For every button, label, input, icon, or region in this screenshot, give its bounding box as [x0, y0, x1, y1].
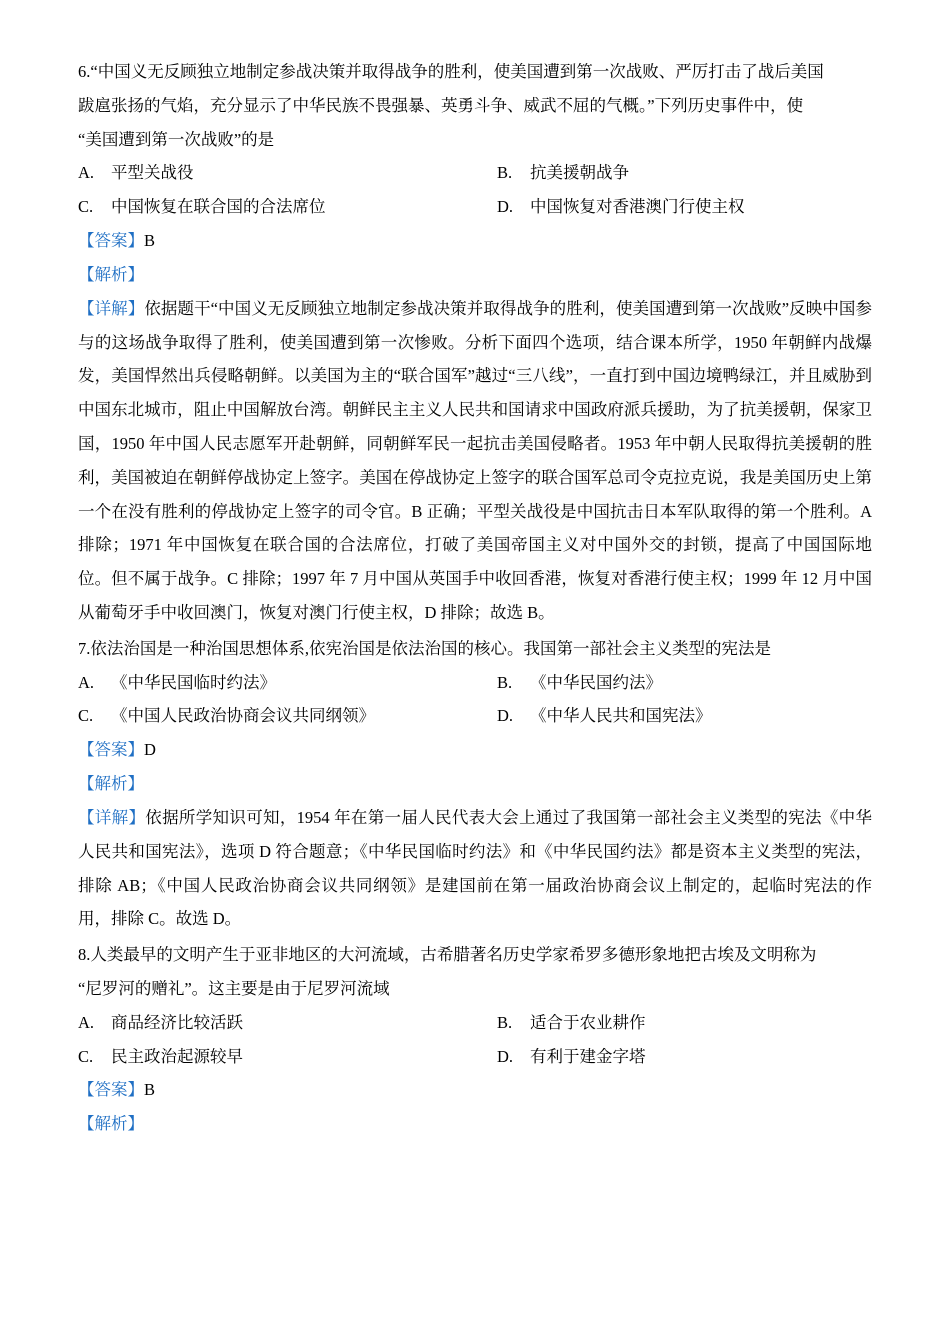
question-stem-line-1: 人类最早的文明产生于亚非地区的大河流域，古希腊著名历史学家希罗多德形象地把古埃及文明称为 — [90, 945, 817, 965]
answer-value: B — [144, 231, 156, 251]
question-block-7 — [78, 632, 872, 936]
option-b-text: 《中华民国约法》 — [530, 672, 662, 692]
option-c-label: C. — [78, 197, 94, 217]
option-b[interactable] — [475, 1006, 872, 1040]
question-stem — [78, 632, 872, 666]
option-a-text: 平型关战役 — [111, 163, 194, 183]
question-number: 8. — [78, 945, 91, 965]
analysis-line — [78, 767, 872, 801]
option-b[interactable] — [475, 666, 872, 700]
analysis-tag: 【解析】 — [78, 264, 144, 284]
question-block-6 — [78, 55, 872, 630]
option-c-text: 民主政治起源较早 — [111, 1046, 243, 1066]
question-stem-line-2-row — [78, 972, 872, 1006]
answer-line — [78, 733, 872, 767]
question-stem — [78, 938, 872, 972]
answer-value: D — [144, 740, 156, 760]
question-stem-line-3: “美国遭到第一次战败”的是 — [78, 129, 275, 149]
option-row — [78, 156, 872, 190]
option-c-text: 中国恢复在联合国的合法席位 — [111, 197, 326, 217]
question-block-8 — [78, 938, 872, 1141]
option-b-label: B. — [497, 163, 513, 183]
option-b[interactable] — [475, 156, 872, 190]
answer-value: B — [144, 1080, 156, 1100]
option-d[interactable] — [475, 699, 872, 733]
option-d[interactable] — [475, 190, 872, 224]
option-d-text: 中国恢复对香港澳门行使主权 — [530, 197, 745, 217]
detail-tag: 【详解】 — [78, 807, 146, 827]
option-c-label: C. — [78, 706, 94, 726]
option-c-text: 《中国人民政治协商会议共同纲领》 — [111, 706, 375, 726]
question-stem-line-2: “尼罗河的赠礼”。这主要是由于尼罗河流域 — [78, 978, 390, 998]
option-row — [78, 1040, 872, 1074]
question-stem-line-1: “中国义无反顾独立地制定参战决策并取得战争的胜利，使美国遭到第一次战败、严厉打击了战后美国 — [90, 62, 824, 81]
question-stem — [78, 55, 872, 89]
question-stem-line-2: 跋扈张扬的气焰，充分显示了中华民族不畏强暴、英勇斗争、威武不屈的气概。”下列历史事件中，使 — [78, 95, 804, 115]
option-row — [78, 190, 872, 224]
option-c[interactable] — [78, 699, 475, 733]
question-number: 6. — [78, 62, 91, 81]
option-d-text: 有利于建金字塔 — [530, 1046, 646, 1066]
answer-line — [78, 1073, 872, 1107]
option-a-text: 商品经济比较活跃 — [111, 1012, 243, 1032]
option-d-label: D. — [497, 706, 514, 726]
answer-tag: 【答案】 — [78, 740, 144, 760]
option-b-label: B. — [497, 1012, 513, 1032]
detail-text: 依据所学知识可知，1954 年在第一届人民代表大会上通过了我国第一部社会主义类型的宪法《中华人民共和国宪法》，选项 D 符合题意；《中华民国临时约法》和《中华民国约法》都是资本主义类型的宪法，排除 AB；《中国人民政治协商会议共同纲领》是建国前在第一届政治协商会议上制定的，起临时宪法的作用，排除 C。故选 D。 — [78, 807, 873, 929]
option-b-text: 适合于农业耕作 — [530, 1012, 646, 1032]
question-number: 7. — [78, 638, 91, 658]
detail-paragraph — [78, 801, 872, 936]
option-d-label: D. — [497, 197, 514, 217]
detail-text: 依据题干“中国义无反顾独立地制定参战决策并取得战争的胜利，使美国遭到第一次战败”反映中国参与的这场战争取得了胜利，使美国遭到第一次惨败。分析下面四个选项，结合课本所学，1950 年朝鲜内战爆发，美国悍然出兵侵略朝鲜。以美国为主的“联合国军”越过“三八线”，一直打到中国边境鸭绿江，并且威胁到中国东北城市，阻止中国解放台湾。朝鲜民主主义人民共和国请求中国政府派兵援助，为了抗美援朝，保家卫国，1950 年中国人民志愿军开赴朝鲜，同朝鲜军民一起抗击美国侵略者。1953 年中朝人民取得抗美援朝的胜利，美国被迫在朝鲜停战协定上签字。美国在停战协定上签字的联合国军总司令克拉克说，我是美国历史上第一个在没有胜利的停战协定上签字的司令官。B 正确；平型关战役是中国抗击日本军队取得的第一个胜利。A 排除；1971 年中国恢复在联合国的合法席位，打破了美国帝国主义对中国外交的封锁，提高了中国国际地位。但不属于战争。C 排除；1997 年 7 月中国从英国手中收回香港，恢复对香港行使主权；1999 年 12 月中国从葡萄牙手中收回澳门，恢复对澳门行使主权，D 排除；故选 B。 — [78, 298, 872, 622]
option-a[interactable] — [78, 156, 475, 190]
analysis-line — [78, 258, 872, 292]
detail-paragraph — [78, 292, 872, 630]
option-a[interactable] — [78, 666, 475, 700]
option-d[interactable] — [475, 1040, 872, 1074]
option-row — [78, 1006, 872, 1040]
option-row — [78, 666, 872, 700]
answer-tag: 【答案】 — [78, 231, 144, 251]
answer-line — [78, 224, 872, 258]
option-d-label: D. — [497, 1046, 514, 1066]
option-c[interactable] — [78, 190, 475, 224]
option-a-text: 《中华民国临时约法》 — [111, 672, 276, 692]
option-d-text: 《中华人民共和国宪法》 — [530, 706, 712, 726]
option-c-label: C. — [78, 1046, 94, 1066]
option-a-label: A. — [78, 672, 95, 692]
option-b-label: B. — [497, 672, 513, 692]
question-stem-line-3-row — [78, 123, 872, 157]
option-a-label: A. — [78, 1012, 95, 1032]
analysis-tag: 【解析】 — [78, 774, 144, 794]
option-c[interactable] — [78, 1040, 475, 1074]
option-row — [78, 699, 872, 733]
detail-tag: 【详解】 — [78, 298, 145, 318]
question-stem-line-2-row — [78, 89, 872, 123]
option-a-label: A. — [78, 163, 95, 183]
analysis-tag: 【解析】 — [78, 1114, 144, 1134]
question-stem-line-1: 依法治国是一种治国思想体系,依宪治国是依法治国的核心。我国第一部社会主义类型的宪法是 — [90, 638, 771, 658]
analysis-line — [78, 1107, 872, 1141]
option-b-text: 抗美援朝战争 — [530, 163, 629, 183]
answer-tag: 【答案】 — [78, 1080, 144, 1100]
option-a[interactable] — [78, 1006, 475, 1040]
